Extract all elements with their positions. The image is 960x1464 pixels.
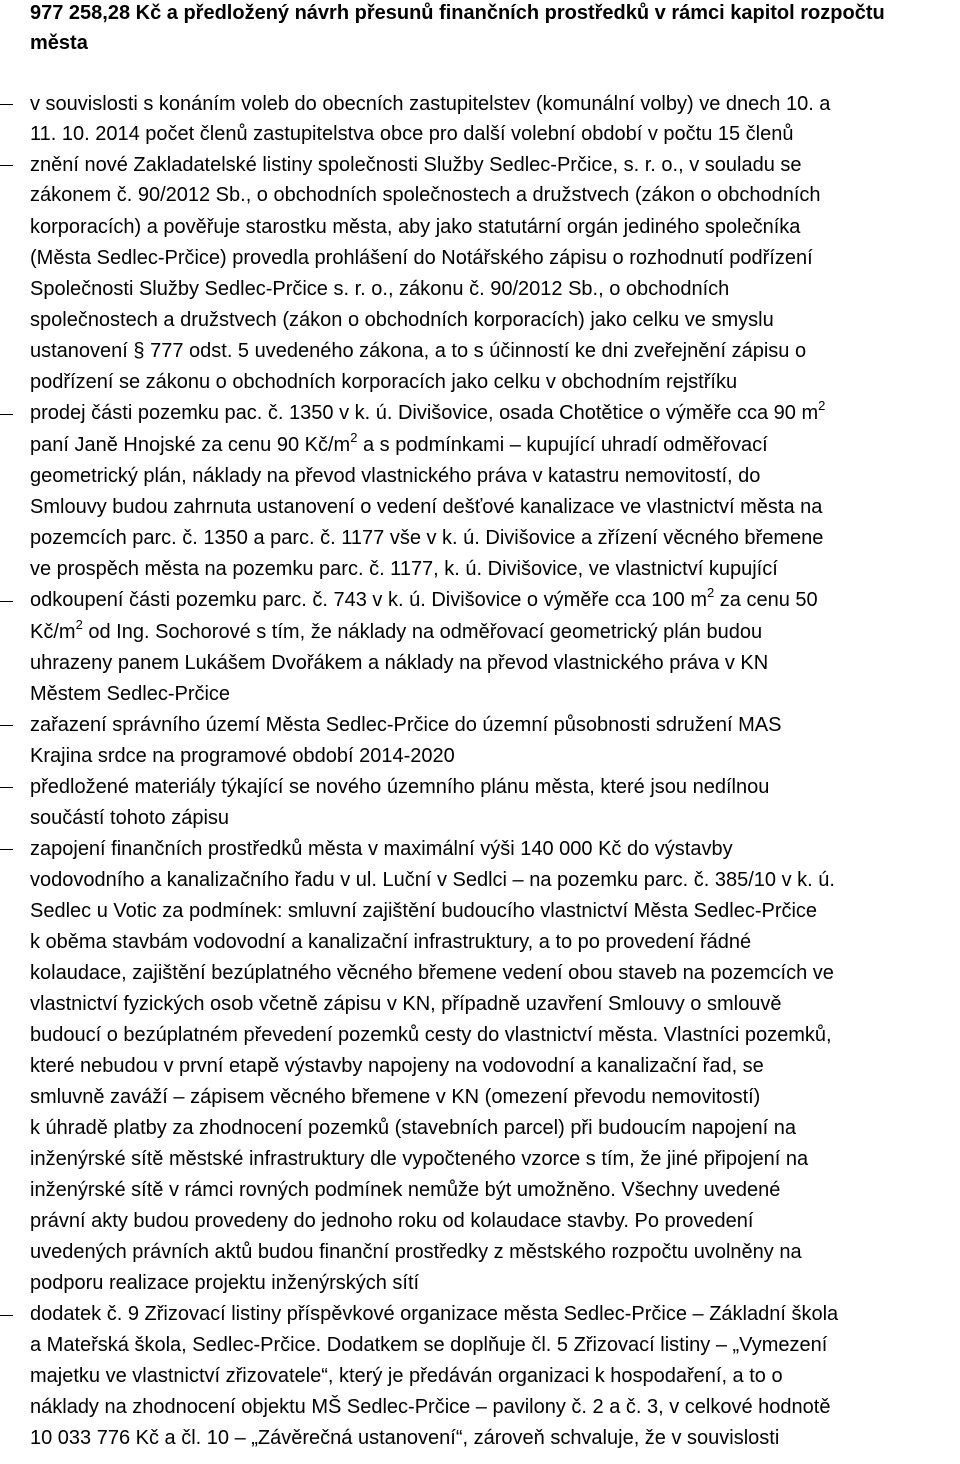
list-dash [0,601,13,602]
text-line: pozemcích parc. č. 1350 a parc. č. 1177 vše v k. ú. Divišovice a zřízení věcného břemene [30,527,824,549]
text-line: vodovodního a kanalizačního řadu v ul. Luční v Sedlci – na pozemku parc. č. 385/10 v k. ú. [30,869,835,891]
list-dash [0,104,13,105]
text-line: $Kč/m^2$ od Ing. Sochorové s tím, že náklady na odměřovací geometrický plán budou [30,617,763,643]
text-line: korporacích) a pověřuje starostku města, aby jako statutární orgán jediného společníka [30,216,801,238]
text-line: k oběma stavbám vodovodní a kanalizační infrastruktury, a to po provedení řádné [30,931,752,953]
list-dash [0,787,13,788]
text-line: 10 033 776 Kč a čl. 10 – „Závěrečná ustanovení“, zároveň schvaluje, že v souvislosti [30,1427,780,1449]
text-line: uhrazeny panem Lukášem Dvořákem a náklady na převod vlastnického práva v KN [30,652,769,674]
text-line: prodej části pozemku pac. č. 1350 v k. ú. Divišovice, osada Chotětice o výměře cca 90 $m^2$ [30,398,826,424]
text-line: ve prospěch města na pozemku parc. č. 1177, k. ú. Divišovice, ve vlastnictví kupující [30,558,778,580]
text-line: které nebudou v první etapě výstavby napojeny na vodovodní a kanalizační řad, se [30,1055,764,1077]
text-line: Krajina srdce na programové období 2014-2020 [30,745,455,767]
text-line: majetku ve vlastnictví zřizovatele“, který je předáván organizaci k hospodaření, a to o [30,1365,783,1387]
text-line: podřízení se zákonu o obchodních korporacích jako celku v obchodním rejstříku [30,371,738,393]
text-line: vlastnictví fyzických osob včetně zápisu v KN, případně uzavření Smlouvy o smlouvě [30,993,782,1015]
text-line: zařazení správního území Města Sedlec-Prčice do územní působnosti sdružení MAS [30,714,782,736]
list-dash [0,165,13,166]
text-line: ustanovení § 777 odst. 5 uvedeného zákona, a to s účinností ke dni zveřejnění zápisu o [30,340,807,362]
text-line: právní akty budou provedeny do jednoho roku od kolaudace stavby. Po provedení [30,1210,754,1232]
list-dash [0,725,13,726]
text-line: smluvně zaváží – zápisem věcného břemene v KN (omezení převodu nemovitostí) [30,1086,761,1108]
text-line: podporu realizace projektu inženýrských sítí [30,1272,420,1294]
text-line: předložené materiály týkající se nového územního plánu města, které jsou nedílnou [30,776,770,798]
text-line: paní Janě Hnojské za cenu 90 $Kč/m^2$ a s podmínkami – kupující uhradí odměřovací [30,430,768,456]
text-line: budoucí o bezúplatném převedení pozemků cesty do vlastnictví města. Vlastníci pozemků, [30,1024,832,1046]
text-line: 977 258,28 Kč a předložený návrh přesunů finančních prostředků v rámci kapitol rozpočtu [30,2,885,24]
text-line: města [30,32,88,54]
text-line: uvedených právních aktů budou finanční prostředky z městského rozpočtu uvolněny na [30,1241,802,1263]
text-line: (Města Sedlec-Prčice) provedla prohlášení do Notářského zápisu o rozhodnutí podřízení [30,247,813,269]
list-dash [0,1315,13,1316]
text-line: kolaudace, zajištění bezúplatného věcného břemene vedení obou staveb na pozemcích ve [30,962,834,984]
text-line: znění nové Zakladatelské listiny společnosti Služby Sedlec-Prčice, s. r. o., v souladu se [30,154,802,176]
text-line: náklady na zhodnocení objektu MŠ Sedlec-Prčice – pavilony č. 2 a č. 3, v celkové hodnotě [30,1396,831,1418]
text-line: v souvislosti s konáním voleb do obecních zastupitelstev (komunální volby) ve dnech 10. a [30,93,831,115]
text-line: zákonem č. 90/2012 Sb., o obchodních společnostech a družstvech (zákon o obchodních [30,184,821,206]
text-line: odkoupení části pozemku parc. č. 743 v k. ú. Divišovice o výměře cca 100 $m^2$ za cenu 50 [30,585,818,611]
text-line: inženýrské sítě v rámci rovných podmínek nemůže být umožněno. Všechny uvedené [30,1179,781,1201]
text-line: a Mateřská škola, Sedlec-Prčice. Dodatkem se doplňuje čl. 5 Zřizovací listiny – „Vymezení [30,1334,828,1356]
text-line: Smlouvy budou zahrnuta ustanovení o vedení dešťové kanalizace ve vlastnictví města na [30,496,823,518]
text-line: inženýrské sítě městské infrastruktury dle vypočteného vzorce s tím, že jiné připojení na [30,1148,809,1170]
text-line: Sedlec u Votic za podmínek: smluvní zajištění budoucího vlastnictví Města Sedlec-Prčice [30,900,818,922]
text-line: geometrický plán, náklady na převod vlastnického práva v katastru nemovitostí, do [30,465,761,487]
text-line: Společnosti Služby Sedlec-Prčice s. r. o., zákonu č. 90/2012 Sb., o obchodních [30,278,730,300]
text-line: 11. 10. 2014 počet členů zastupitelstva obce pro další volební období v počtu 15 členů [30,123,794,145]
text-line: společnostech a družstvech (zákon o obchodních korporacích) jako celku ve smyslu [30,309,774,331]
text-line: dodatek č. 9 Zřizovací listiny příspěvkové organizace města Sedlec-Prčice – Základní škola [30,1303,839,1325]
list-dash [0,849,13,850]
list-dash [0,414,13,415]
text-line: součástí tohoto zápisu [30,807,230,829]
text-line: zapojení finančních prostředků města v maximální výši 140 000 Kč do výstavby [30,838,733,860]
text-line: Městem Sedlec-Prčice [30,683,231,705]
text-line: k úhradě platby za zhodnocení pozemků (stavebních parcel) při budoucím napojení na [30,1117,797,1139]
